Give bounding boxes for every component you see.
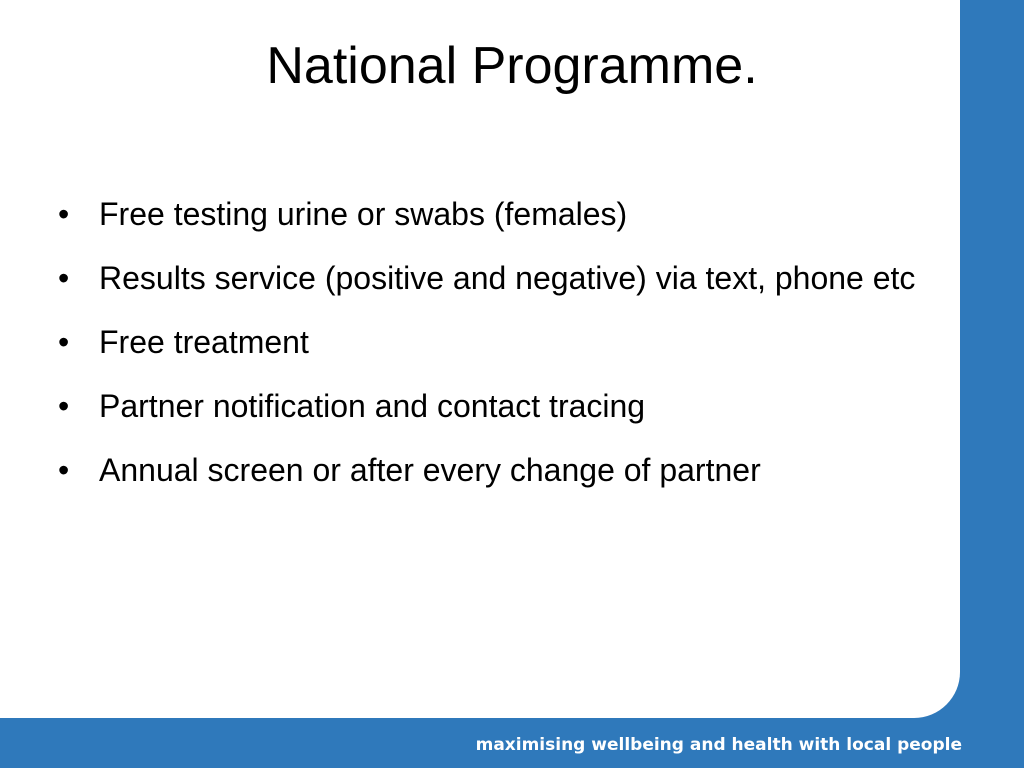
bullet-icon: • — [58, 388, 70, 424]
bullet-text: Results service (positive and negative) via text, phone etc — [99, 260, 916, 296]
bullet-icon: • — [58, 196, 70, 232]
bullet-text: Annual screen or after every change of partner — [99, 452, 761, 488]
bullet-text: Partner notification and contact tracing — [99, 388, 646, 424]
footer-tagline: maximising wellbeing and health with local people — [475, 735, 962, 755]
slide-title: National Programme. — [266, 37, 758, 95]
bullet-icon: • — [58, 260, 70, 296]
bullet-list — [58, 190, 958, 510]
bullet-text: Free testing urine or swabs (females) — [99, 196, 628, 232]
bullet-item — [58, 254, 958, 302]
bullet-item — [58, 318, 958, 366]
bullet-icon: • — [58, 324, 70, 360]
bullet-text: Free treatment — [99, 324, 309, 360]
bullet-item — [58, 190, 958, 238]
bullet-item — [58, 382, 958, 430]
bullet-icon: • — [58, 452, 70, 488]
bullet-item — [58, 446, 958, 494]
